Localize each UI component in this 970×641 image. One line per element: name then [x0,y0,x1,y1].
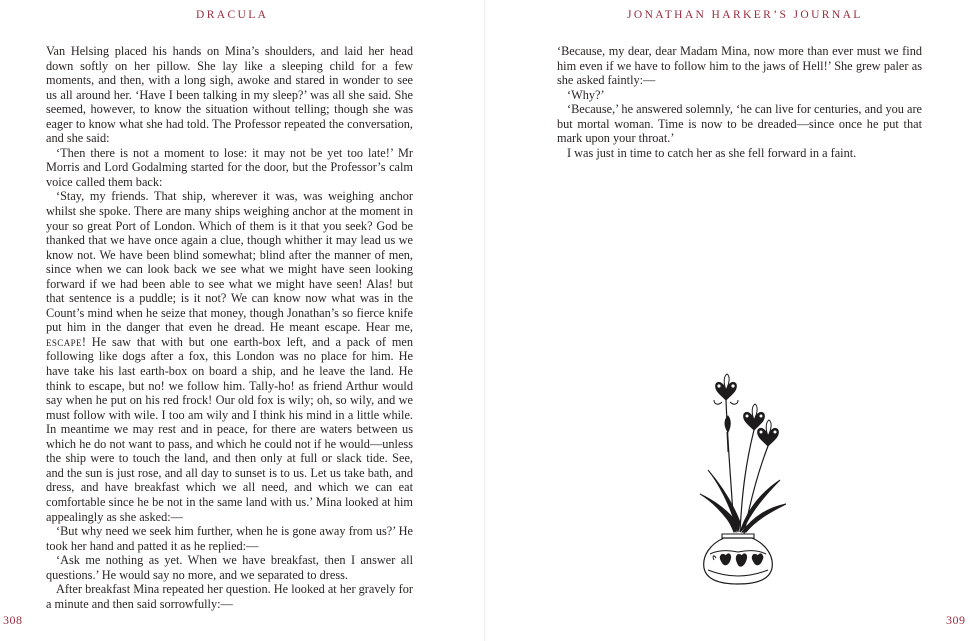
page-number-right: 309 [946,613,966,627]
paragraph [46,189,413,524]
right-page-text [557,44,922,160]
small-caps-word: escape [46,334,82,349]
running-head-right: JONATHAN HARKER’S JOURNAL [627,9,863,21]
vase [704,534,773,584]
page-gutter [484,0,486,641]
left-page-text [46,44,413,611]
iris-flower-middle [744,404,765,430]
running-head-left: DRACULA [196,9,269,21]
paragraph-part: ‘Stay, my friends. That ship, wherever it was, was weighing anchor whilst she spoke. There are many ships weighing anchor at the moment in your so great Port of London. Which of them is it that you seek? God be thanked that we have once again a clue, though whither it may lead us we know not. We have been blind somewhat; blind after the manner of men, since when we can look back we see what we might have seen looking forward if we had been able to see what we might have seen! Alas! but that sentence is a puddle; is it not? We can know now what was in the Count’s mind when he seize that money, though Jonathan’s so fierce knife put him in the danger that even he dread. He meant escape. Hear me, [46,189,413,335]
iris-vase-illustration [688,372,788,588]
paragraph: I was just in time to catch her as she fell forward in a faint. [567,145,857,160]
paragraph-part: ! He saw that with but one earth-box left, and a pack of men following like dogs after a fox, this London was no place for him. He have take his last earth-box on board a ship, and he leave the land. He think to escape, but no! we follow him. Tally-ho! as friend Arthur would say when he put on his red frock! Our old fox is wily; oh, so wily, and we must follow with wile. I too am wily and I think his mind in a little while. In meantime we may rest and in peace, for there are waters between us which he do not want to pass, and which he could not if he would—unless the ship were to touch the land, and then only at full or slack tide. See, and the sun is just rose, and all day to sunset is to us. Let us take bath, and dress, and have breakfast which we all need, and which we can eat comfortable since he be not in the same land with us.’ Mina looked at him appealingly as she asked:— [46,334,413,524]
paragraph: ‘Then there is not a moment to lose: it may not be yet too late!’ Mr Morris and Lord Godalming started for the door, but the Professor’s calm voice called them back: [46,145,413,189]
paragraph: ‘But why need we seek him further, when he is gone away from us?’ He took her hand and patted it as he replied:— [46,524,413,553]
paragraph: ‘Because,’ he answered solemnly, ‘he can live for centuries, and you are but mortal woman. Time is now to be dreaded—since once he put that mark upon your throat.’ [557,102,922,146]
page-number-left: 308 [3,613,23,627]
iris-flower-top [714,374,738,404]
paragraph: ‘Ask me nothing as yet. When we have breakfast, then I answer all questions.’ He would say no more, and we separated to dress. [46,553,413,582]
paragraph: ‘Because, my dear, dear Madam Mina, now more than ever must we find him even if we have to follow him to the jaws of Hell!’ She grew paler as she asked faintly:— [557,44,922,88]
paragraph: Van Helsing placed his hands on Mina’s shoulders, and laid her head down softly on her pillow. She lay like a sleeping child for a few moments, and then, with a long sigh, awoke and stared in wonder to see us all around her. ‘Have I been talking in my sleep?’ was all she said. She seemed, however, to know the situation without telling; though she was eager to know what she had told. The Professor repeated the conversation, and she said: [46,44,413,146]
paragraph: After breakfast Mina repeated her question. He looked at her gravely for a minute and then said sorrowfully:— [46,582,413,611]
paragraph: ‘Why?’ [567,87,605,102]
